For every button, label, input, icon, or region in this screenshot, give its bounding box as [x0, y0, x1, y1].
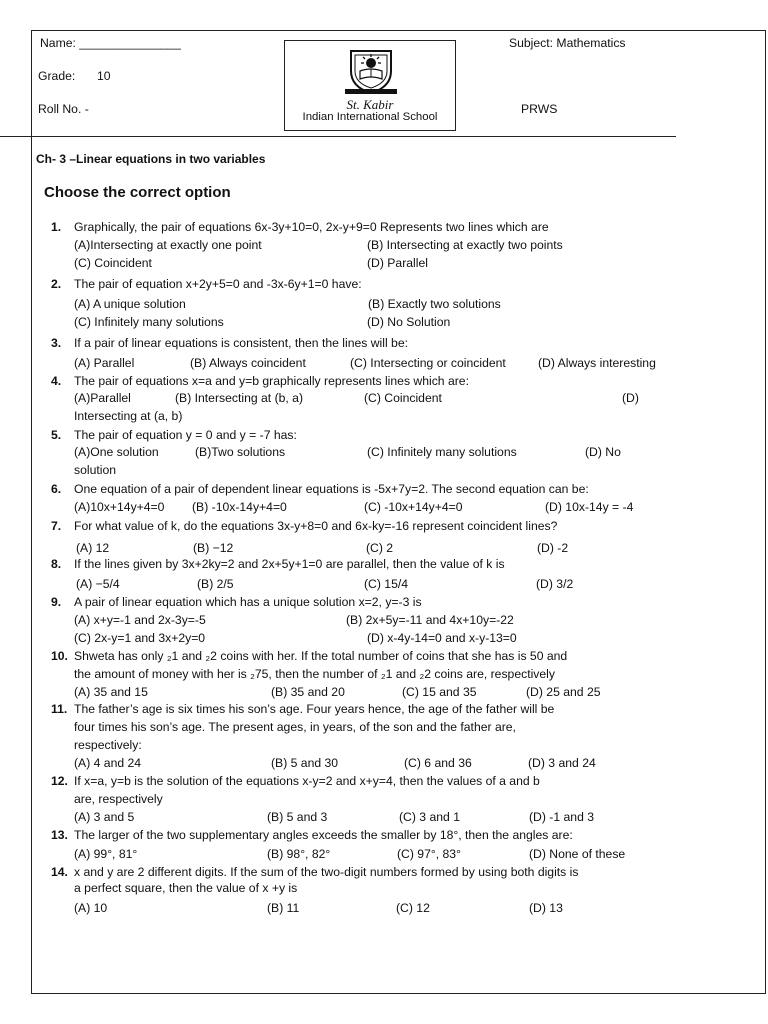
- option-a: (A) 4 and 24: [74, 756, 142, 770]
- question-text: If the lines given by 3x+2ky=2 and 2x+5y+1=0 are parallel, then the value of k is: [74, 557, 505, 571]
- option-c: (C) Intersecting or coincident: [350, 356, 506, 370]
- option-c: (C) Infinitely many solutions: [74, 315, 224, 329]
- option-a: (A) −5/4: [76, 577, 120, 591]
- question-text: Graphically, the pair of equations 6x-3y+10=0, 2x-y+9=0 Represents two lines which are: [74, 220, 549, 234]
- question-number: 2.: [51, 277, 62, 291]
- option-c: (C) 97°, 83°: [397, 847, 461, 861]
- question-text: x and y are 2 different digits. If the sum of the two-digit numbers formed by using both digits is: [74, 865, 579, 879]
- option-a: (A) A unique solution: [74, 297, 186, 311]
- question-number: 6.: [51, 482, 62, 496]
- option-d: (D) 13: [529, 901, 563, 915]
- chapter-title: Ch- 3 –Linear equations in two variables: [36, 152, 266, 166]
- option-d-text: Intersecting at (a, b): [74, 409, 183, 423]
- option-c: (C) 15 and 35: [402, 685, 477, 699]
- question-text: The pair of equation y = 0 and y = -7 has:: [74, 428, 297, 442]
- option-a: (A) Parallel: [74, 356, 135, 370]
- option-b: (B) -10x-14y+4=0: [192, 500, 287, 514]
- roll-number-label: Roll No. -: [38, 102, 89, 116]
- option-b: (B) 11: [267, 901, 300, 915]
- school-logo-box: [284, 40, 456, 131]
- question-number: 11.: [51, 702, 68, 716]
- option-b: (B) −12: [193, 541, 234, 555]
- option-d: (D) None of these: [529, 847, 626, 861]
- option-b: (B) 35 and 20: [271, 685, 345, 699]
- question-number: 9.: [51, 595, 62, 609]
- question-text: The pair of equations x=a and y=b graphically represents lines which are:: [74, 374, 469, 388]
- option-b: (B) 5 and 3: [267, 810, 328, 824]
- option-d: (D) 25 and 25: [526, 685, 601, 699]
- name-field-label: Name: _______________: [40, 36, 181, 50]
- question-text: the amount of money with her is ₂75, then the number of ₂1 and ₂2 coins are, respectively: [74, 667, 555, 681]
- option-c: (C) 15/4: [364, 577, 409, 591]
- option-b: (B) Intersecting at exactly two points: [367, 238, 563, 252]
- option-b: (B) Exactly two solutions: [368, 297, 501, 311]
- option-d: (D): [622, 391, 639, 405]
- option-d: (D) 3 and 24: [528, 756, 596, 770]
- option-a: (A) 99°, 81°: [74, 847, 138, 861]
- question-text: The father’s age is six times his son’s age. Four years hence, the age of the father will be: [74, 702, 555, 716]
- option-d: (D) Always interesting: [538, 356, 656, 370]
- school-script-name: St. Kabir: [346, 97, 394, 112]
- option-c: (C) 6 and 36: [404, 756, 472, 770]
- subject-label: Subject: Mathematics: [509, 36, 626, 50]
- grade-label: Grade:: [38, 69, 76, 83]
- option-c: (C) 2: [366, 541, 394, 555]
- option-a: (A) 35 and 15: [74, 685, 148, 699]
- option-b: (B) 5 and 30: [271, 756, 339, 770]
- section-instruction: Choose the correct option: [44, 184, 231, 201]
- question-text: a perfect square, then the value of x +y is: [74, 881, 298, 895]
- option-d: (D) No Solution: [367, 315, 451, 329]
- option-c: (C) Coincident: [74, 256, 152, 270]
- option-d: (D) Parallel: [367, 256, 428, 270]
- worksheet-code: PRWS: [521, 102, 558, 116]
- option-c: (C) -10x+14y+4=0: [364, 500, 463, 514]
- option-b: (B) Always coincident: [190, 356, 306, 370]
- question-text: The larger of the two supplementary angles exceeds the smaller by 18°, then the angles are:: [74, 828, 573, 842]
- option-a: (A) 3 and 5: [74, 810, 135, 824]
- school-crest-icon: [343, 45, 399, 95]
- option-a: (A)10x+14y+4=0: [74, 500, 165, 514]
- grade-value: 10: [97, 69, 111, 83]
- question-text: four times his son’s age. The present ages, in years, of the son and the father are,: [74, 720, 516, 734]
- option-a: (A) 12: [76, 541, 110, 555]
- option-a: (A)One solution: [74, 445, 159, 459]
- option-d: (D) 10x-14y = -4: [545, 500, 634, 514]
- question-number: 12.: [51, 774, 68, 788]
- question-text: A pair of linear equation which has a unique solution x=2, y=-3 is: [74, 595, 422, 609]
- question-text: The pair of equation x+2y+5=0 and -3x-6y+1=0 have:: [74, 277, 362, 291]
- option-c: (C) Infinitely many solutions: [367, 445, 517, 459]
- option-c: (C) 3 and 1: [399, 810, 460, 824]
- question-text: Shweta has only ₂1 and ₂2 coins with her. If the total number of coins that she has is 50 and: [74, 649, 568, 663]
- option-d: (D) 3/2: [536, 577, 574, 591]
- question-text: If x=a, y=b is the solution of the equations x-y=2 and x+y=4, then the values of a and b: [74, 774, 540, 788]
- question-number: 14.: [51, 865, 68, 879]
- question-text: For what value of k, do the equations 3x-y+8=0 and 6x-ky=-16 represent coincident lines?: [74, 519, 558, 533]
- option-b: (B) 2x+5y=-11 and 4x+10y=-22: [346, 613, 514, 627]
- question-text: One equation of a pair of dependent linear equations is -5x+7y=2. The second equation can be:: [74, 482, 589, 496]
- option-a: (A) x+y=-1 and 2x-3y=-5: [74, 613, 206, 627]
- option-c: (C) 2x-y=1 and 3x+2y=0: [74, 631, 206, 645]
- option-b: (B)Two solutions: [195, 445, 286, 459]
- option-d: (D) -1 and 3: [529, 810, 595, 824]
- question-number: 8.: [51, 557, 62, 571]
- question-number: 5.: [51, 428, 62, 442]
- option-b: (B) 98°, 82°: [267, 847, 331, 861]
- question-text: If a pair of linear equations is consistent, then the lines will be:: [74, 336, 408, 350]
- option-a: (A)Intersecting at exactly one point: [74, 238, 262, 252]
- option-c: (C) Coincident: [364, 391, 442, 405]
- option-b: (B) Intersecting at (b, a): [175, 391, 304, 405]
- option-c: (C) 12: [396, 901, 430, 915]
- question-number: 10.: [51, 649, 68, 663]
- question-number: 7.: [51, 519, 62, 533]
- option-d-text: solution: [74, 463, 117, 477]
- option-d: (D) No: [585, 445, 621, 459]
- question-number: 4.: [51, 374, 62, 388]
- question-number: 1.: [51, 220, 62, 234]
- school-name: Indian International School: [302, 111, 438, 123]
- question-text: are, respectively: [74, 792, 163, 806]
- option-d: (D) -2: [537, 541, 569, 555]
- option-a: (A)Parallel: [74, 391, 131, 405]
- option-a: (A) 10: [74, 901, 108, 915]
- question-number: 13.: [51, 828, 68, 842]
- question-number: 3.: [51, 336, 62, 350]
- option-b: (B) 2/5: [197, 577, 234, 591]
- question-text: respectively:: [74, 738, 142, 752]
- header-divider: [0, 136, 676, 137]
- option-d: (D) x-4y-14=0 and x-y-13=0: [367, 631, 517, 645]
